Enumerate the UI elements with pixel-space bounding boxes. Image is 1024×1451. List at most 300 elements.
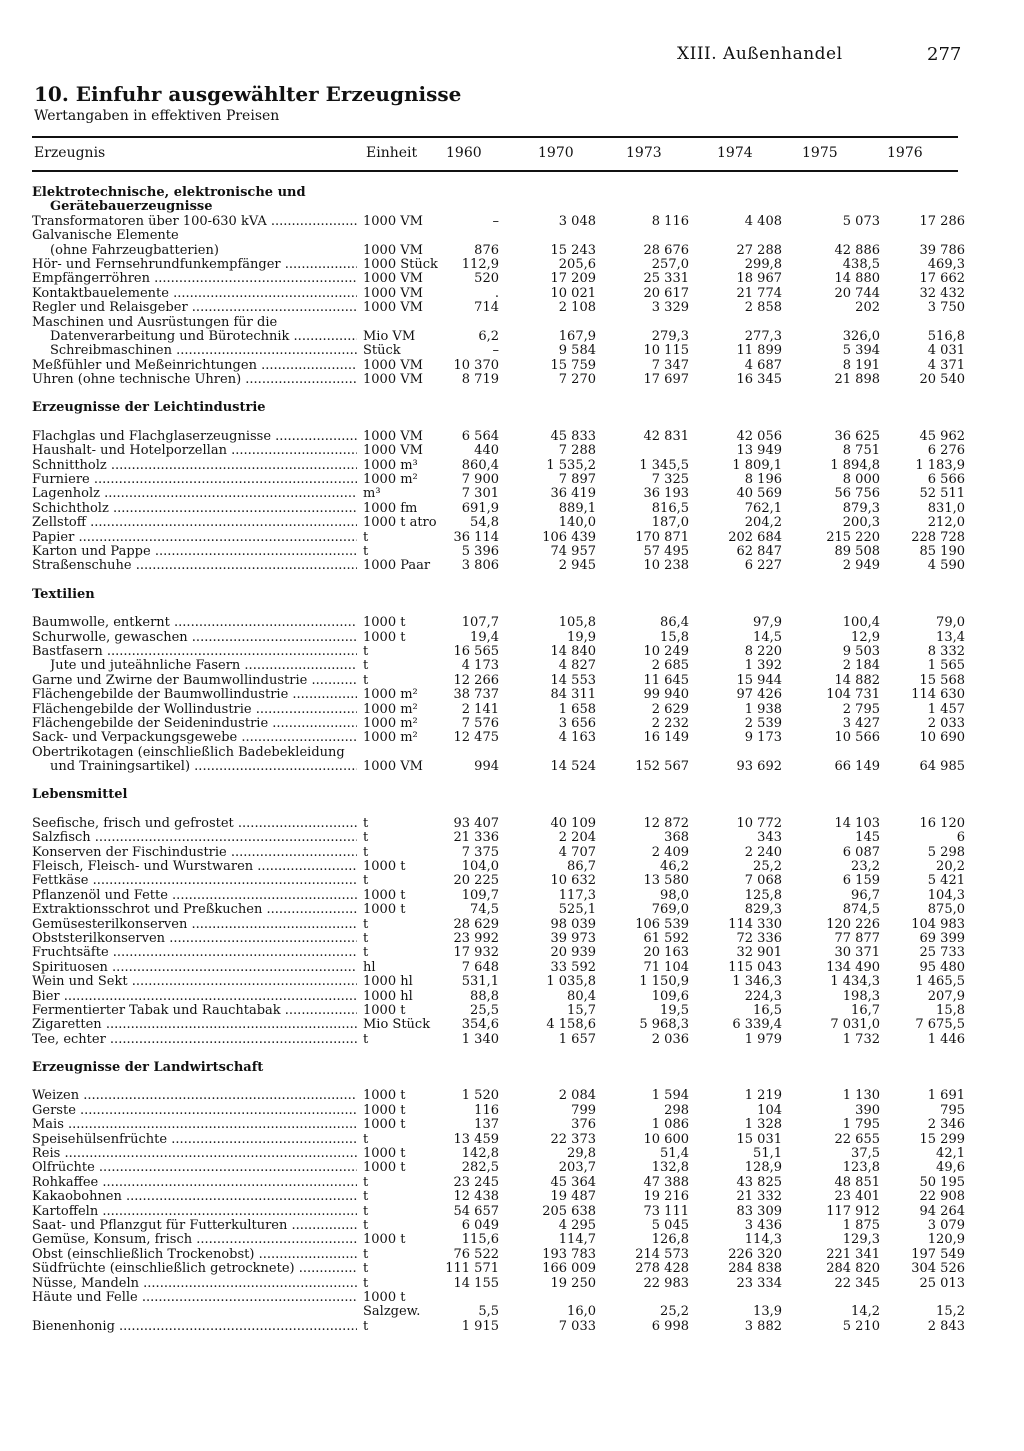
value-cell: 22 983: [643, 1275, 689, 1291]
value-cell: 257,0: [651, 256, 689, 272]
value-cell: 48 851: [834, 1174, 880, 1190]
value-cell: 16 120: [919, 815, 965, 831]
product-label: Flächengebilde der Wollindustrie .....: [32, 703, 357, 717]
table-row: [32, 543, 965, 559]
value-cell: 89 508: [834, 543, 880, 559]
value-cell: 21 336: [453, 830, 499, 846]
value-cell: 25 331: [643, 271, 689, 287]
unit-cell: t: [363, 1275, 369, 1291]
value-cell: 25,5: [470, 1002, 499, 1018]
value-cell: 152 567: [635, 759, 689, 775]
value-cell: 7 675,5: [915, 1017, 965, 1033]
unit-cell: t: [363, 672, 369, 688]
value-cell: 691,9: [461, 500, 499, 516]
value-cell: 2 033: [927, 715, 965, 731]
value-cell: 166 009: [542, 1261, 596, 1277]
value-cell: 15 944: [736, 672, 782, 688]
value-cell: 95 480: [919, 959, 965, 975]
value-cell: 106 439: [542, 529, 596, 545]
unit-cell: t: [363, 543, 369, 559]
value-cell: 76 522: [453, 1246, 499, 1262]
column-header-year: 1974: [717, 145, 753, 161]
value-cell: 221 341: [826, 1246, 880, 1262]
value-cell: 4 687: [744, 357, 782, 373]
product-label: Schreibmaschinen .....: [50, 344, 357, 358]
value-cell: 205 638: [542, 1203, 596, 1219]
value-cell: 3 079: [927, 1218, 965, 1233]
section-heading: [32, 200, 958, 214]
value-cell: 20 744: [834, 285, 880, 301]
value-cell: 2 108: [558, 300, 596, 316]
value-cell: 4 590: [927, 558, 965, 574]
table-row: [32, 916, 965, 932]
value-cell: 80,4: [567, 988, 596, 1004]
value-cell: 20 617: [643, 285, 689, 301]
value-cell: 769,0: [651, 902, 689, 918]
table-row: [32, 443, 965, 459]
value-cell: 874,5: [842, 902, 880, 918]
value-cell: 15,2: [936, 1304, 965, 1320]
value-cell: 440: [474, 443, 499, 459]
value-cell: 17 286: [919, 213, 965, 229]
product-label: Fleisch, Fleisch- und Wurstwaren .....: [32, 860, 357, 874]
value-cell: 11 645: [643, 672, 689, 688]
value-cell: 115,6: [461, 1232, 499, 1248]
value-cell: 1 086: [651, 1117, 689, 1133]
table-row: [32, 1275, 965, 1291]
value-cell: 2 843: [927, 1318, 965, 1334]
value-cell: 6 566: [927, 472, 965, 488]
value-cell: 39 973: [550, 930, 596, 946]
table-row: [32, 974, 965, 990]
unit-cell: t: [363, 844, 369, 860]
value-cell: 142,8: [461, 1146, 499, 1162]
value-cell: 120,9: [927, 1232, 965, 1248]
row-spacer: [32, 803, 958, 817]
value-cell: 10 772: [736, 815, 782, 831]
value-cell: 7 347: [651, 357, 689, 373]
value-cell: 71 104: [643, 959, 689, 975]
value-cell: 13,4: [936, 629, 965, 645]
product-label: Gerste .....: [32, 1104, 357, 1118]
table-row: [32, 316, 958, 330]
value-cell: 114,7: [558, 1232, 596, 1248]
product-label: Wein und Sekt .....: [32, 975, 357, 989]
value-cell: 167,9: [558, 328, 596, 344]
value-cell: 1 345,5: [639, 457, 689, 473]
table-row: [32, 486, 965, 502]
product-label: Bastfasern .....: [32, 645, 357, 659]
value-cell: 829,3: [744, 902, 782, 918]
table-row: [32, 256, 965, 272]
product-label: Lagenholz .....: [32, 487, 357, 501]
value-cell: 49,6: [936, 1160, 965, 1176]
unit-cell: t: [363, 815, 369, 831]
import-table: [32, 186, 965, 1334]
value-cell: 51,4: [660, 1146, 689, 1162]
value-cell: 19,5: [660, 1002, 689, 1018]
value-cell: 4 158,6: [546, 1017, 596, 1033]
value-cell: 438,5: [842, 256, 880, 272]
product-label: Spirituosen .....: [32, 961, 357, 975]
top-rule: [32, 136, 958, 138]
product-label: Empfängerröhren .....: [32, 272, 357, 286]
row-spacer: [32, 1075, 958, 1089]
value-cell: 1 130: [842, 1088, 880, 1104]
value-cell: 3 750: [927, 300, 965, 316]
value-cell: 74,5: [470, 902, 499, 918]
value-cell: 10 600: [643, 1131, 689, 1147]
table-row: [32, 759, 965, 775]
value-cell: 40 109: [550, 815, 596, 831]
table-row: [32, 1174, 965, 1190]
value-cell: 104,3: [927, 887, 965, 903]
value-cell: 111 571: [445, 1261, 499, 1277]
value-cell: 2 346: [927, 1117, 965, 1133]
column-header-product: Erzeugnis: [34, 145, 106, 161]
value-cell: 2 204: [558, 830, 596, 846]
value-cell: 62 847: [736, 543, 782, 559]
value-cell: 10 238: [643, 558, 689, 574]
value-cell: 69 399: [919, 930, 965, 946]
value-cell: 343: [757, 830, 782, 846]
value-cell: 17 932: [453, 945, 499, 961]
table-row: [32, 687, 965, 703]
value-cell: 61 592: [643, 930, 689, 946]
value-cell: 5 210: [842, 1318, 880, 1334]
value-cell: 7 576: [461, 715, 499, 731]
value-cell: 7 068: [744, 873, 782, 889]
value-cell: 6 159: [842, 873, 880, 889]
value-cell: 299,8: [744, 256, 782, 272]
value-cell: 16,5: [753, 1002, 782, 1018]
value-cell: 12 475: [453, 730, 499, 746]
value-cell: 284 838: [728, 1261, 782, 1277]
table-row: [32, 300, 965, 316]
value-cell: 36 419: [550, 486, 596, 502]
table-row: [32, 643, 965, 659]
section-title: Erzeugnisse der Leichtindustrie: [32, 401, 266, 416]
value-cell: 3 329: [651, 300, 689, 316]
value-cell: 516,8: [927, 328, 965, 344]
product-label: Karton und Pappe .....: [32, 545, 357, 559]
value-cell: –: [492, 343, 499, 359]
value-cell: 93 407: [453, 815, 499, 831]
value-cell: 32 901: [736, 945, 782, 961]
unit-cell: 1000 t: [363, 1146, 406, 1162]
value-cell: 215 220: [826, 529, 880, 545]
unit-cell: 1000 t: [363, 629, 406, 645]
value-cell: 4 707: [558, 844, 596, 860]
unit-cell: 1000 VM: [363, 372, 423, 388]
row-spacer: [32, 1047, 958, 1061]
value-cell: 84 311: [550, 687, 596, 703]
table-row: [32, 1117, 965, 1133]
product-label: (ohne Fahrzeugbatterien): [50, 243, 219, 258]
table-subtitle: Wertangaben in effektiven Preisen: [34, 108, 280, 124]
value-cell: 12 438: [453, 1189, 499, 1205]
value-cell: 28 676: [643, 242, 689, 258]
value-cell: 875,0: [927, 902, 965, 918]
table-row: [32, 1088, 965, 1104]
value-cell: 54,8: [470, 515, 499, 531]
value-cell: 2 232: [651, 715, 689, 731]
value-cell: 15,7: [567, 1002, 596, 1018]
row-spacer: [32, 602, 958, 616]
unit-cell: t: [363, 1189, 369, 1205]
unit-cell: t: [363, 529, 369, 545]
unit-cell: 1000 VM: [363, 357, 423, 373]
value-cell: 14 103: [834, 815, 880, 831]
table-row: [32, 859, 965, 875]
table-row: [32, 1002, 965, 1018]
product-label: Gemüse, Konsum, frisch .....: [32, 1233, 357, 1247]
value-cell: 1 520: [461, 1088, 499, 1104]
value-cell: 22 908: [919, 1189, 965, 1205]
value-cell: 115 043: [728, 959, 782, 975]
value-cell: 2 240: [744, 844, 782, 860]
table-row: [32, 815, 965, 831]
value-cell: 116: [474, 1102, 499, 1118]
table-row: [32, 271, 965, 287]
table-row: [32, 357, 965, 373]
row-spacer: [32, 387, 958, 401]
unit-cell: t: [363, 1318, 369, 1334]
product-label: Nüsse, Mandeln .....: [32, 1277, 357, 1291]
section-title: Elektrotechnische, elektronische und: [32, 186, 306, 200]
value-cell: 4 371: [927, 357, 965, 373]
value-cell: 20 225: [453, 873, 499, 889]
value-cell: 54 657: [453, 1203, 499, 1219]
page-number: 277: [927, 44, 962, 65]
value-cell: 30 371: [834, 945, 880, 961]
value-cell: 114 630: [911, 687, 965, 703]
value-cell: 19,9: [567, 629, 596, 645]
value-cell: 2 141: [461, 701, 499, 717]
header-rule: [32, 170, 958, 172]
product-label: Bier .....: [32, 990, 357, 1004]
value-cell: 994: [474, 759, 499, 775]
value-cell: 42,1: [936, 1146, 965, 1162]
value-cell: 21 898: [834, 372, 880, 388]
value-cell: 282,5: [461, 1160, 499, 1176]
value-cell: 8 191: [842, 357, 880, 373]
value-cell: 224,3: [744, 988, 782, 1004]
product-label: Fermentierter Tabak und Rauchtabak .....: [32, 1004, 357, 1018]
value-cell: 2 795: [842, 701, 880, 717]
unit-cell: 1000 VM: [363, 271, 423, 287]
unit-cell: t: [363, 873, 369, 889]
value-cell: 117,3: [558, 887, 596, 903]
value-cell: 37,5: [851, 1146, 880, 1162]
value-cell: 66 149: [834, 759, 880, 775]
value-cell: 1 328: [744, 1117, 782, 1133]
value-cell: 762,1: [744, 500, 782, 516]
value-cell: 279,3: [651, 328, 689, 344]
value-cell: 96,7: [851, 887, 880, 903]
table-row: [32, 1102, 965, 1118]
value-cell: 2 685: [651, 658, 689, 674]
value-cell: 6 339,4: [732, 1017, 782, 1033]
value-cell: 714: [474, 300, 499, 316]
value-cell: 520: [474, 271, 499, 287]
value-cell: 57 495: [643, 543, 689, 559]
value-cell: 202: [855, 300, 880, 316]
value-cell: 109,7: [461, 887, 499, 903]
value-cell: 8 751: [842, 443, 880, 459]
value-cell: 14 155: [453, 1275, 499, 1291]
value-cell: 203,7: [558, 1160, 596, 1176]
value-cell: 7 897: [558, 472, 596, 488]
product-label: Südfrüchte (einschließlich getrocknete) .....: [32, 1262, 357, 1276]
value-cell: 889,1: [558, 500, 596, 516]
table-row: [32, 959, 965, 975]
unit-cell: t: [363, 658, 369, 674]
unit-cell: 1000 VM: [363, 242, 423, 258]
product-label: Fruchtsäfte .....: [32, 946, 357, 960]
product-label: Extraktionsschrot und Preßkuchen .....: [32, 903, 357, 917]
product-label: Salzfisch .....: [32, 831, 357, 845]
product-label: Obststerilkonserven .....: [32, 932, 357, 946]
value-cell: 6 564: [461, 428, 499, 444]
unit-cell: 1000 hl: [363, 988, 413, 1004]
value-cell: 43 825: [736, 1174, 782, 1190]
unit-cell: 1000 m²: [363, 730, 418, 746]
value-cell: 304 526: [911, 1261, 965, 1277]
value-cell: 88,8: [470, 988, 499, 1004]
value-cell: 228 728: [911, 529, 965, 545]
value-cell: 6 227: [744, 558, 782, 574]
unit-cell: t: [363, 643, 369, 659]
value-cell: 1 657: [558, 1031, 596, 1047]
unit-cell: 1000 m²: [363, 715, 418, 731]
value-cell: 8 220: [744, 643, 782, 659]
value-cell: 28 629: [453, 916, 499, 932]
product-label: Baumwolle, entkernt .....: [32, 616, 357, 630]
unit-cell: 1000 t: [363, 615, 406, 631]
unit-cell: 1000 t: [363, 1160, 406, 1176]
product-label: Konserven der Fischindustrie .....: [32, 846, 357, 860]
table-row: [32, 873, 965, 889]
unit-cell: 1000 t atro: [363, 515, 437, 531]
value-cell: 125,8: [744, 887, 782, 903]
table-row: [32, 242, 965, 258]
value-cell: 45 833: [550, 428, 596, 444]
table-row: [32, 1146, 965, 1162]
section-heading: [32, 788, 958, 802]
unit-cell: t: [363, 1174, 369, 1190]
unit-cell: 1000 fm: [363, 500, 418, 516]
product-label: Kontaktbauelemente .....: [32, 287, 357, 301]
value-cell: 1 183,9: [915, 457, 965, 473]
value-cell: 326,0: [842, 328, 880, 344]
value-cell: 298: [664, 1102, 689, 1118]
value-cell: 14 553: [550, 672, 596, 688]
table-row: [32, 844, 965, 860]
value-cell: 126,8: [651, 1232, 689, 1248]
value-cell: 5 073: [842, 213, 880, 229]
unit-cell: 1000 VM: [363, 285, 423, 301]
value-cell: 52 511: [919, 486, 965, 502]
value-cell: 64 985: [919, 759, 965, 775]
value-cell: 2 036: [651, 1031, 689, 1047]
unit-cell: hl: [363, 959, 376, 975]
value-cell: 14 882: [834, 672, 880, 688]
value-cell: 7 301: [461, 486, 499, 502]
value-cell: 8 332: [927, 643, 965, 659]
value-cell: 25 013: [919, 1275, 965, 1291]
value-cell: 72 336: [736, 930, 782, 946]
value-cell: 8 719: [461, 372, 499, 388]
unit-cell: 1000 VM: [363, 213, 423, 229]
value-cell: 98,0: [660, 887, 689, 903]
table-title: 10. Einfuhr ausgewählter Erzeugnisse: [34, 82, 462, 106]
product-label: Jute und juteähnliche Fasern .....: [50, 659, 357, 673]
value-cell: 816,5: [651, 500, 689, 516]
value-cell: 12 872: [643, 815, 689, 831]
product-label: Seefische, frisch und gefrostet .....: [32, 817, 357, 831]
value-cell: 21 332: [736, 1189, 782, 1205]
value-cell: 354,6: [461, 1017, 499, 1033]
value-cell: 22 345: [834, 1275, 880, 1291]
product-label: Kakaobohnen .....: [32, 1190, 357, 1204]
section-heading: [32, 1061, 958, 1075]
value-cell: 12,9: [851, 629, 880, 645]
table-row: [32, 1160, 965, 1176]
value-cell: 4 031: [927, 343, 965, 359]
value-cell: .: [494, 285, 499, 301]
row-spacer: [32, 416, 958, 430]
value-cell: 9 584: [558, 343, 596, 359]
value-cell: 145: [855, 830, 880, 846]
value-cell: 74 957: [550, 543, 596, 559]
value-cell: 212,0: [927, 515, 965, 531]
unit-cell: t: [363, 1261, 369, 1277]
value-cell: 10 690: [919, 730, 965, 746]
unit-cell: 1000 t: [363, 1232, 406, 1248]
value-cell: 25 733: [919, 945, 965, 961]
value-cell: 97 426: [736, 687, 782, 703]
value-cell: 14 524: [550, 759, 596, 775]
value-cell: 4 295: [558, 1218, 596, 1233]
table-row: [32, 830, 965, 846]
value-cell: 104,0: [461, 859, 499, 875]
value-cell: 876: [474, 242, 499, 258]
value-cell: 16 565: [453, 643, 499, 659]
product-label: Garne und Zwirne der Baumwollindustrie .....: [32, 674, 357, 688]
table-row: [32, 472, 965, 488]
value-cell: 86,7: [567, 859, 596, 875]
table-row: [32, 730, 965, 746]
table-row: [32, 672, 965, 688]
value-cell: 8 000: [842, 472, 880, 488]
value-cell: 32 432: [919, 285, 965, 301]
value-cell: 204,2: [744, 515, 782, 531]
value-cell: 1 035,8: [546, 974, 596, 990]
value-cell: 100,4: [842, 615, 880, 631]
value-cell: 1 446: [927, 1031, 965, 1047]
unit-cell: Stück: [363, 343, 401, 359]
unit-cell: Mio Stück: [363, 1017, 431, 1033]
column-header-year: 1960: [446, 145, 482, 161]
unit-cell: 1000 t: [363, 902, 406, 918]
value-cell: 106 539: [635, 916, 689, 932]
product-label: Furniere .....: [32, 473, 357, 487]
table-row: [32, 1203, 965, 1219]
value-cell: 109,6: [651, 988, 689, 1004]
product-label: Tee, echter .....: [32, 1033, 357, 1047]
product-label: Flächengebilde der Seidenindustrie .....: [32, 717, 357, 731]
